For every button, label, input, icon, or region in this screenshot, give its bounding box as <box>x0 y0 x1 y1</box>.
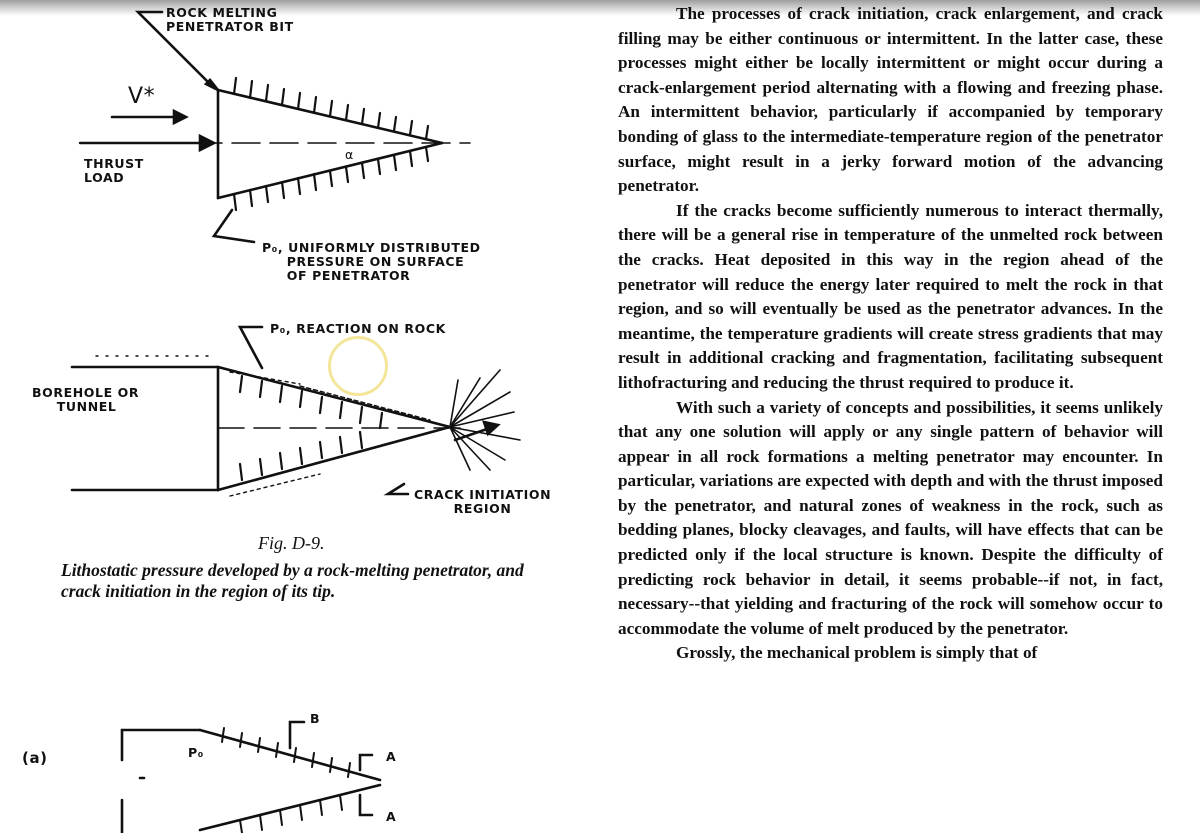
label-a-bottom: A <box>386 809 397 824</box>
label-crack: CRACK INITIATION REGION <box>414 487 552 516</box>
label-b: B <box>310 711 321 726</box>
cursor-highlight <box>328 336 388 396</box>
figure-caption-body: Lithostatic pressure developed by a rock-melting penetrator, and crack initiation in the region of its tip. <box>61 560 524 601</box>
label-borehole: BOREHOLE OR TUNNEL <box>32 385 140 414</box>
penetrator-cone-top <box>80 12 470 242</box>
penetrator-in-borehole <box>72 327 520 496</box>
paragraph-1: The processes of crack initiation, crack enlargement, and crack filling may be either continuous or intermittent. In the latter case, these processes might either be locally intermittent or might occur during a crack-enlargement period alternating with a flowing and freezing phase. An intermittent behavior, particularly if accompanied by temporary bonding of glass to the intermediate-temperature region of the penetrator surface, might result in a jerky forward motion of the advancing penetrator. <box>618 4 1163 196</box>
label-part-a: (a) <box>22 749 48 767</box>
label-velocity: V* <box>128 84 156 109</box>
label-reaction: P₀, REACTION ON ROCK <box>270 321 446 336</box>
body-text-column <box>618 2 1163 666</box>
paragraph-4-cut: Grossly, the mechanical problem is simply that of <box>676 643 1038 663</box>
label-pressure: P₀, UNIFORMLY DISTRIBUTED PRESSURE ON SURFACE OF PENETRATOR <box>262 240 481 283</box>
paragraph-2: If the cracks become sufficiently numerous to interact thermally, there will be a general rise in temperature of the unmelted rock between the cracks. Heat deposited in this way in the region ahead of the penetrator will reduce the energy later required to melt the rock in that region, and so will eventually be used as the penetrator advances. In the meantime, the temperature gradients will create stress gradients that may result in additional cracking and fragmentation, facilitating subsequent lithofracturing and reducing the thrust required to produce it. <box>618 200 1163 392</box>
label-thrust: THRUST LOAD <box>84 156 144 185</box>
penetrator-diagram-a <box>122 722 380 833</box>
label-bit: ROCK MELTING PENETRATOR BIT <box>166 5 294 34</box>
label-alpha: α <box>345 147 354 162</box>
label-p0-small: P₀ <box>188 745 204 760</box>
figure-caption-title: Fig. D-9. <box>258 533 325 553</box>
label-a-top: A <box>386 749 397 764</box>
paragraph-3: With such a variety of concepts and possibilities, it seems unlikely that any one solution will apply or any single pattern of behavior will appear in all rock formations a melting penetrator may encounter. In particular, variations are expected with depth and with the thrust imposed by the penetrator, and natural zones of weakness in the rock, such as bedding planes, blocky cleavages, and faults, will have effects that can be predicted only if the local structure is known. Despite the difficulty of predicting rock behavior in detail, it seems probable--if not, in fact, necessary--that yielding and fracturing of the rock will somehow occur to accommodate the volume of melt produced by the penetrator. <box>618 397 1163 638</box>
